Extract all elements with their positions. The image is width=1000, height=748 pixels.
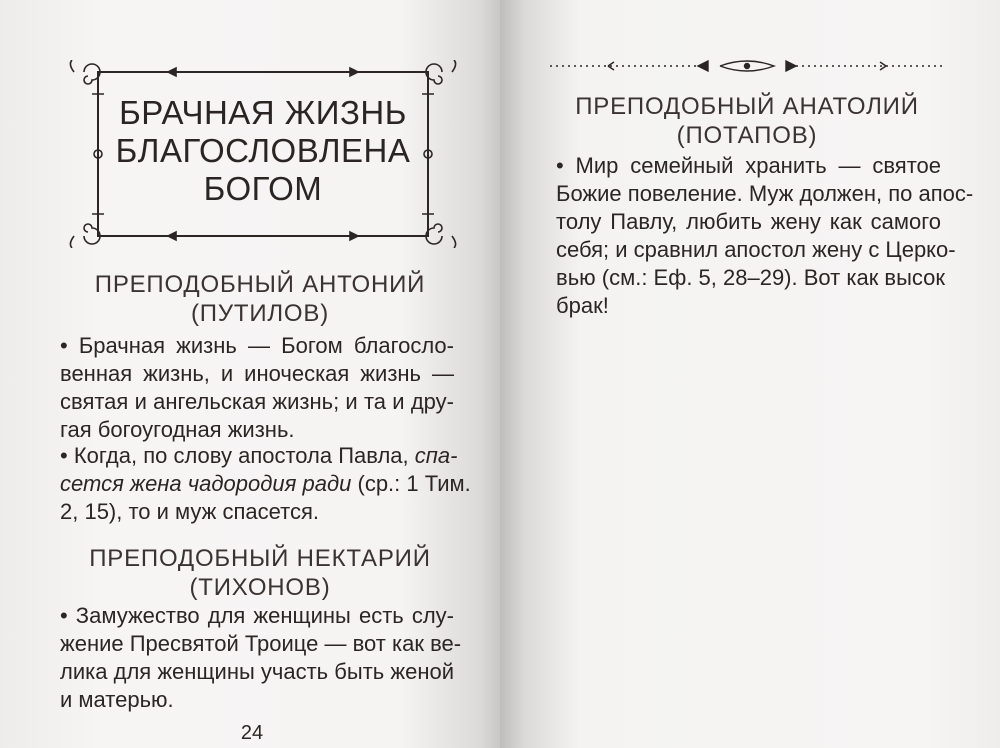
title-ornamental-frame — [68, 60, 458, 248]
text-run: • Когда, по слову апостола Павла, — [60, 443, 415, 468]
text-line: и матерью. — [60, 687, 174, 712]
text-line: венная жизнь, и иноческая жизнь — — [60, 361, 454, 386]
text-line: толу Павлу, любить жену как самого — [556, 209, 941, 234]
section-heading-nectary — [60, 544, 460, 602]
paragraph — [60, 332, 454, 444]
text-run: (ср.: 1 Тим. — [351, 471, 471, 496]
heading-line: ПРЕПОДОБНЫЙ АНТОНИЙ — [94, 271, 426, 298]
chapter-title — [98, 94, 428, 208]
ornamental-divider-icon — [548, 58, 946, 74]
paragraph — [60, 602, 462, 714]
text-line: гая богоугодная жизнь. — [60, 417, 295, 442]
text-line: святая и ангельская жизнь; и та и дру- — [60, 389, 454, 414]
text-line: жение Пресвятой Троице — вот как ве- — [60, 631, 462, 656]
italic-quote: спа- — [414, 443, 458, 468]
text-line: брак! — [556, 293, 609, 318]
text-line: • Мир семейный хранить — святое — [556, 153, 941, 178]
text-line: себя; и сравнил апостол жену с Церко- — [556, 237, 956, 262]
section-heading-anatoly — [548, 92, 946, 150]
heading-line: ПРЕПОДОБНЫЙ АНАТОЛИЙ — [575, 93, 919, 120]
paragraph — [60, 442, 471, 526]
chapter-title-line: БРАЧНАЯ ЖИЗНЬ — [119, 94, 407, 131]
text-line: лика для женщины участь быть женой — [60, 659, 454, 684]
paragraph — [556, 152, 974, 320]
text-line: • Замужество для женщины есть слу- — [60, 603, 454, 628]
section-heading-antony — [60, 270, 460, 328]
text-line: • Брачная жизнь — Богом благосло- — [60, 333, 454, 358]
heading-line: (ПОТАПОВ) — [676, 122, 818, 149]
text-line: 2, 15), то и муж спасется. — [60, 499, 320, 524]
text-line — [60, 470, 471, 498]
chapter-title-line: БЛАГОСЛОВЛЕНА — [115, 132, 411, 169]
page-number: 24 — [240, 722, 264, 744]
text-line: вью (см.: Еф. 5, 28–29). Вот как высок — [556, 265, 946, 290]
chapter-title-line: БОГОМ — [203, 170, 323, 207]
heading-line: (ПУТИЛОВ) — [190, 300, 330, 327]
italic-quote: сется жена чадородия ради — [60, 471, 352, 496]
heading-line: ПРЕПОДОБНЫЙ НЕКТАРИЙ — [89, 545, 431, 572]
text-line: Божие повеление. Муж должен, по апос- — [556, 181, 974, 206]
heading-line: (ТИХОНОВ) — [189, 574, 331, 601]
text-line — [60, 442, 458, 470]
